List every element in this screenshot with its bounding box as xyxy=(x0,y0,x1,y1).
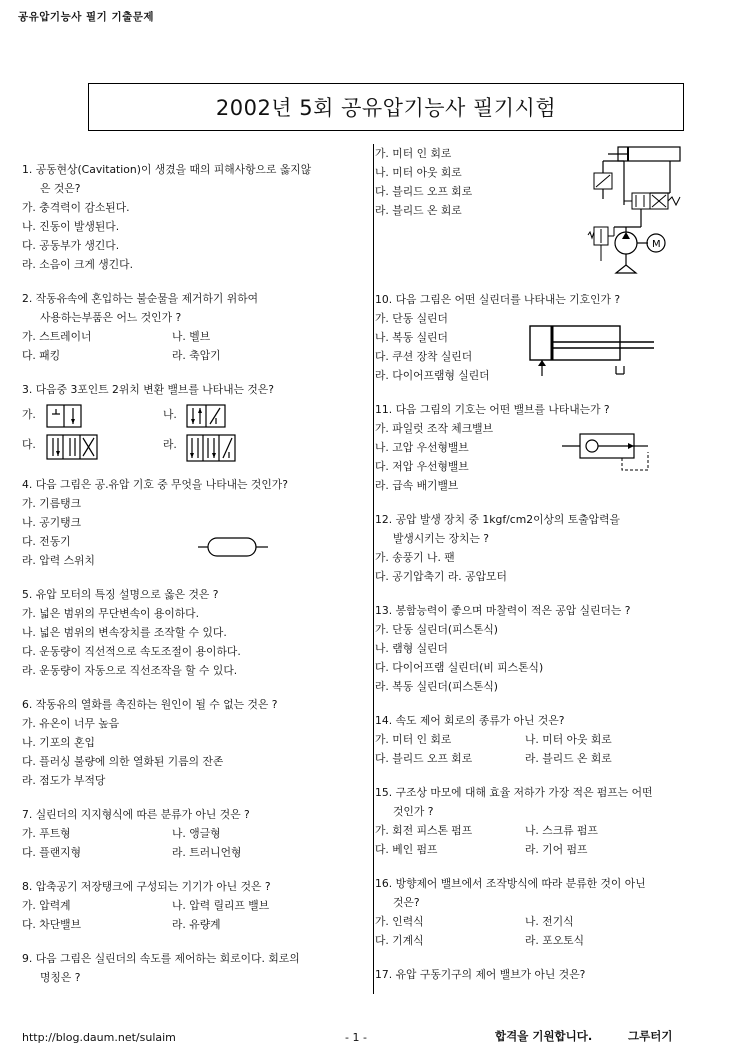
q14-options-ab xyxy=(375,730,705,749)
page-header: 공유압기능사 필기 기출문제 xyxy=(18,11,155,23)
q4-option-b: 나. 공기탱크 xyxy=(22,516,82,529)
q10-option-a: 가. 단동 실린더 xyxy=(375,312,448,325)
valve-symbol-b xyxy=(186,404,226,428)
q2-options-cd xyxy=(22,346,362,365)
q13-option-d: 라. 복동 실린더(피스톤식) xyxy=(375,680,499,693)
q1-option-b: 나. 진동이 발생된다. xyxy=(22,220,120,233)
q13-option-b: 나. 램형 실린더 xyxy=(375,642,448,655)
q1-stem-cont: 은 것은? xyxy=(40,182,81,195)
q16-options-cd xyxy=(375,931,705,950)
q10-option-d: 라. 다이어프램형 실린더 xyxy=(375,369,490,382)
q14-option-c: 다. 블리드 오프 회로 xyxy=(375,752,473,765)
column-divider xyxy=(373,144,374,994)
q8-options-cd xyxy=(22,915,362,934)
q11-valve-symbol xyxy=(562,430,654,478)
q13-stem: 13. 봉함능력이 좋으며 마찰력이 적은 공압 실린더는 ? xyxy=(375,604,631,617)
q15-option-c: 다. 베인 펌프 xyxy=(375,843,438,856)
svg-text:M: M xyxy=(652,239,661,250)
q7-option-d: 라. 트러니언형 xyxy=(172,846,242,859)
q14-option-d: 라. 블리드 온 회로 xyxy=(525,752,612,765)
q15-options-cd xyxy=(375,840,705,859)
q10-option-b: 나. 복동 실린더 xyxy=(375,331,448,344)
q11-option-b: 나. 고압 우선형밸브 xyxy=(375,441,469,454)
q3-label-d: 라. xyxy=(163,438,177,451)
q2-options-ab xyxy=(22,327,362,346)
q3-label-a: 가. xyxy=(22,408,36,421)
q15-option-d: 라. 기어 펌프 xyxy=(525,843,588,856)
q12-stem-cont: 발생시키는 장치는 ? xyxy=(393,532,490,545)
q11-option-d: 라. 급속 배기밸브 xyxy=(375,479,459,492)
q8-option-a: 가. 압력계 xyxy=(22,899,71,912)
q4-option-c: 다. 전동기 xyxy=(22,535,71,548)
q16-options-ab xyxy=(375,912,705,931)
q6-stem: 6. 작동유의 열화를 촉진하는 원인이 될 수 없는 것은 ? xyxy=(22,698,278,711)
q16-stem-cont: 것은? xyxy=(393,896,420,909)
q15-stem-cont: 것인가 ? xyxy=(393,805,434,818)
q9-option-b: 나. 미터 아웃 회로 xyxy=(375,166,462,179)
q17-stem: 17. 유압 구동기구의 제어 밸브가 아닌 것은? xyxy=(375,968,586,981)
footer-message: 합격을 기원합니다. xyxy=(495,1029,593,1043)
valve-symbol-c xyxy=(46,434,98,460)
q1-stem: 1. 공동현상(Cavitation)이 생겼을 때의 피해사항으로 옳지않 xyxy=(22,163,312,176)
q6-option-a: 가. 유온이 너무 높음 xyxy=(22,717,120,730)
q9-stem: 9. 다음 그림은 실린더의 속도를 제어하는 회로이다. 회로의 xyxy=(22,952,300,965)
page-number: - 1 - xyxy=(345,1031,367,1044)
q7-option-c: 다. 플랜지형 xyxy=(22,846,82,859)
q12-options-cd: 다. 공기압축기 라. 공압모터 xyxy=(375,570,507,583)
q15-option-a: 가. 회전 피스톤 펌프 xyxy=(375,824,473,837)
q9-option-a: 가. 미터 인 회로 xyxy=(375,147,452,160)
q10-cylinder-symbol xyxy=(520,322,660,378)
q8-option-c: 다. 차단밸브 xyxy=(22,918,82,931)
q13-option-a: 가. 단동 실린더(피스톤식) xyxy=(375,623,499,636)
q8-option-d: 라. 유량계 xyxy=(172,918,221,931)
q9-option-c: 다. 블리드 오프 회로 xyxy=(375,185,473,198)
q2-option-c: 다. 패킹 xyxy=(22,349,61,362)
q7-stem: 7. 실린더의 지지형식에 따른 분류가 아닌 것은 ? xyxy=(22,808,250,821)
q11-option-c: 다. 저압 우선형밸브 xyxy=(375,460,469,473)
q10-option-c: 다. 쿠션 장착 실린더 xyxy=(375,350,473,363)
q4-option-a: 가. 기름탱크 xyxy=(22,497,82,510)
q6-option-c: 다. 플러싱 불량에 의한 열화된 기름의 잔존 xyxy=(22,755,224,768)
q4-stem: 4. 다음 그림은 공.유압 기호 중 무엇을 나타내는 것인가? xyxy=(22,478,288,491)
q5-option-b: 나. 넓은 범위의 변속장치를 조작할 수 있다. xyxy=(22,626,227,639)
footer-signature: 그루터기 xyxy=(628,1029,673,1043)
q5-option-c: 다. 운동량이 직선적으로 속도조절이 용이하다. xyxy=(22,645,241,658)
q1-option-a: 가. 충격력이 감소된다. xyxy=(22,201,130,214)
q16-option-a: 가. 인력식 xyxy=(375,915,424,928)
q11-option-a: 가. 파일럿 조작 체크밸브 xyxy=(375,422,494,435)
footer-url: http://blog.daum.net/sulaim xyxy=(22,1031,176,1044)
q11-stem: 11. 다음 그림의 기호는 어떤 밸브를 나타내는가 ? xyxy=(375,403,610,416)
q14-option-b: 나. 미터 아웃 회로 xyxy=(525,733,612,746)
valve-symbol-a xyxy=(46,404,82,428)
q16-option-d: 라. 포오토식 xyxy=(525,934,585,947)
q2-option-b: 나. 벨브 xyxy=(172,330,211,343)
left-column xyxy=(22,160,362,987)
q2-stem-cont: 사용하는부품은 어느 것인가 ? xyxy=(40,311,182,324)
q8-options-ab xyxy=(22,896,362,915)
q12-options-ab: 가. 송풍기 나. 팬 xyxy=(375,551,455,564)
q1-option-c: 다. 공동부가 생긴다. xyxy=(22,239,120,252)
q13-option-c: 다. 다이어프램 실린더(비 피스톤식) xyxy=(375,661,544,674)
q7-option-a: 가. 푸트형 xyxy=(22,827,71,840)
q3-label-c: 다. xyxy=(22,438,36,451)
q5-option-a: 가. 넓은 범위의 무단변속이 용이하다. xyxy=(22,607,200,620)
q5-option-d: 라. 운동량이 자동으로 직선조작을 할 수 있다. xyxy=(22,664,238,677)
q2-stem: 2. 작동유속에 혼입하는 불순물을 제거하기 위하여 xyxy=(22,292,259,305)
q10-stem: 10. 다음 그림은 어떤 실린더를 나타내는 기호인가 ? xyxy=(375,293,621,306)
q2-option-d: 라. 축압기 xyxy=(172,349,221,362)
q7-options-ab xyxy=(22,824,362,843)
q9-stem-cont: 명칭은 ? xyxy=(40,971,81,984)
q1-option-d: 라. 소음이 크게 생긴다. xyxy=(22,258,134,271)
q14-stem: 14. 속도 제어 회로의 종류가 아닌 것은? xyxy=(375,714,565,727)
q8-stem: 8. 압축공기 저장탱크에 구성되는 기기가 아닌 것은 ? xyxy=(22,880,271,893)
q6-option-d: 라. 점도가 부적당 xyxy=(22,774,106,787)
q9-circuit-diagram xyxy=(574,143,686,281)
q14-options-cd xyxy=(375,749,705,768)
valve-symbol-d xyxy=(186,434,236,464)
q7-option-b: 나. 앵글형 xyxy=(172,827,221,840)
q6-option-b: 나. 기포의 혼입 xyxy=(22,736,95,749)
q16-option-b: 나. 전기식 xyxy=(525,915,574,928)
q15-stem: 15. 구조상 마모에 대해 효율 저하가 가장 적은 펌프는 어떤 xyxy=(375,786,653,799)
q7-options-cd xyxy=(22,843,362,862)
exam-title: 2002년 5회 공유압기능사 필기시험 xyxy=(88,83,684,131)
q2-option-a: 가. 스트레이너 xyxy=(22,330,92,343)
q5-stem: 5. 유압 모터의 특징 설명으로 옳은 것은 ? xyxy=(22,588,219,601)
q9-option-d: 라. 블리드 온 회로 xyxy=(375,204,462,217)
q4-tank-symbol xyxy=(198,536,268,558)
q14-option-a: 가. 미터 인 회로 xyxy=(375,733,452,746)
q16-option-c: 다. 기계식 xyxy=(375,934,424,947)
q3-stem: 3. 다음중 3포인트 2위치 변환 밸브를 나타내는 것은? xyxy=(22,383,274,396)
q12-stem: 12. 공압 발생 장치 중 1kgf/cm2이상의 토출압력을 xyxy=(375,513,620,526)
q4-option-d: 라. 압력 스위치 xyxy=(22,554,95,567)
q15-options-ab xyxy=(375,821,705,840)
q16-stem: 16. 방향제어 밸브에서 조작방식에 따라 분류한 것이 아닌 xyxy=(375,877,646,890)
q3-label-b: 나. xyxy=(163,408,177,421)
q8-option-b: 나. 압력 릴리프 밸브 xyxy=(172,899,270,912)
q15-option-b: 나. 스크류 펌프 xyxy=(525,824,598,837)
